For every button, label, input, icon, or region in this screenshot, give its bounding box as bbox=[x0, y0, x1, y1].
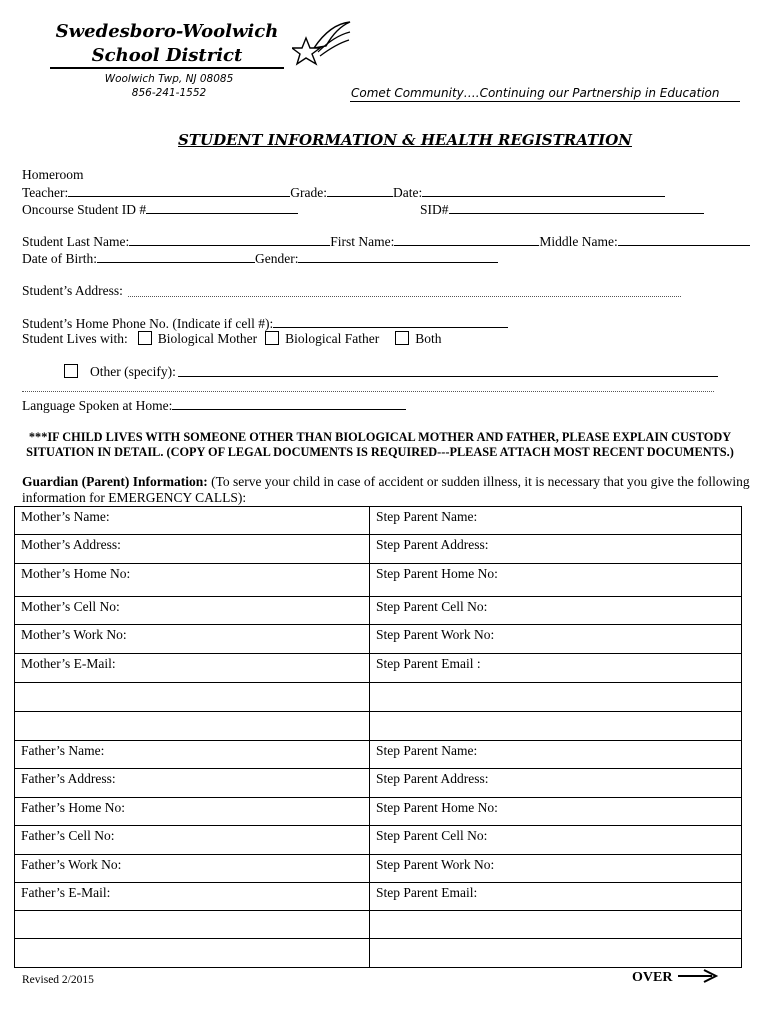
table-cell-left[interactable] bbox=[15, 911, 370, 939]
table-row bbox=[15, 507, 742, 535]
arrow-right-icon bbox=[678, 968, 720, 984]
guardian-table bbox=[14, 506, 742, 968]
table-row bbox=[15, 883, 742, 911]
district-address: Woolwich Twp, NJ 08085 bbox=[104, 73, 234, 85]
address-label: Student’s Address: bbox=[22, 283, 123, 298]
district-phone: 856-241-1552 bbox=[131, 87, 207, 99]
table-cell-right[interactable]: Step Parent Cell No: bbox=[370, 597, 742, 625]
both-label: Both bbox=[415, 331, 442, 346]
table-cell-right[interactable] bbox=[370, 683, 742, 712]
table-cell-left[interactable]: Mother’s Name: bbox=[15, 507, 370, 535]
table-cell-right[interactable]: Step Parent Email: bbox=[370, 883, 742, 911]
first-name-field[interactable] bbox=[394, 233, 539, 246]
table-row bbox=[15, 911, 742, 939]
table-row bbox=[15, 535, 742, 564]
table-cell-left[interactable]: Mother’s Cell No: bbox=[15, 597, 370, 625]
oncourse-id-label: Oncourse Student ID # bbox=[22, 202, 147, 217]
table-row bbox=[15, 564, 742, 597]
date-label: Date: bbox=[393, 185, 423, 200]
bio-father-checkbox[interactable] bbox=[265, 331, 279, 345]
middle-name-label: Middle Name: bbox=[539, 234, 618, 249]
teacher-label: Teacher: bbox=[22, 185, 69, 200]
table-cell-left[interactable] bbox=[15, 712, 370, 741]
table-cell-left[interactable]: Mother’s Work No: bbox=[15, 625, 370, 654]
sid-field[interactable] bbox=[449, 201, 704, 214]
table-row bbox=[15, 855, 742, 883]
address-field[interactable] bbox=[128, 296, 681, 297]
table-cell-right[interactable]: Step Parent Name: bbox=[370, 741, 742, 769]
home-phone-label: Student’s Home Phone No. (Indicate if cell #): bbox=[22, 316, 274, 331]
last-name-label: Student Last Name: bbox=[22, 234, 130, 249]
table-row bbox=[15, 826, 742, 855]
district-name-line2: School District bbox=[91, 45, 243, 66]
table-cell-left[interactable]: Mother’s Address: bbox=[15, 535, 370, 564]
table-row bbox=[15, 798, 742, 826]
language-field[interactable] bbox=[172, 397, 406, 410]
last-name-field[interactable] bbox=[129, 233, 330, 246]
header-rule bbox=[50, 67, 284, 69]
table-row bbox=[15, 625, 742, 654]
table-cell-right[interactable]: Step Parent Home No: bbox=[370, 798, 742, 826]
first-name-label: First Name: bbox=[330, 234, 395, 249]
table-cell-right[interactable]: Step Parent Work No: bbox=[370, 625, 742, 654]
table-cell-right[interactable]: Step Parent Cell No: bbox=[370, 826, 742, 855]
table-row bbox=[15, 597, 742, 625]
table-cell-right[interactable] bbox=[370, 939, 742, 968]
both-checkbox[interactable] bbox=[395, 331, 409, 345]
other-label: Other (specify): bbox=[90, 364, 176, 379]
sid-label: SID# bbox=[420, 202, 449, 217]
shooting-star-icon bbox=[292, 18, 354, 68]
table-row bbox=[15, 769, 742, 798]
dob-label: Date of Birth: bbox=[22, 251, 97, 266]
table-cell-left[interactable]: Mother’s Home No: bbox=[15, 564, 370, 597]
language-label: Language Spoken at Home: bbox=[22, 398, 173, 413]
bio-mother-label: Biological Mother bbox=[157, 331, 258, 346]
table-cell-right[interactable]: Step Parent Email : bbox=[370, 654, 742, 683]
table-cell-right[interactable] bbox=[370, 911, 742, 939]
other-checkbox[interactable] bbox=[64, 364, 78, 378]
other-field[interactable] bbox=[178, 376, 718, 377]
guardian-text: (To serve your child in case of accident or sudden illness, it is necessary that you give the following information for EMERGENCY CALLS): bbox=[22, 474, 750, 505]
table-cell-left[interactable] bbox=[15, 939, 370, 968]
table-cell-right[interactable]: Step Parent Work No: bbox=[370, 855, 742, 883]
table-cell-left[interactable] bbox=[15, 683, 370, 712]
gender-field[interactable] bbox=[298, 250, 498, 263]
table-cell-left[interactable]: Father’s Address: bbox=[15, 769, 370, 798]
guardian-heading: Guardian (Parent) Information: bbox=[22, 474, 208, 489]
table-cell-left[interactable]: Father’s Name: bbox=[15, 741, 370, 769]
custody-notice: ***IF CHILD LIVES WITH SOMEONE OTHER THAN BIOLOGICAL MOTHER AND FATHER, PLEASE EXPLAIN CUSTODY SITUATION IN DETAIL. (COPY OF LEGAL DOCUMENTS IS REQUIRED---PLEASE ATTACH MOST RECENT DOCUMENTS.) bbox=[26, 430, 734, 459]
table-cell-left[interactable]: Father’s Home No: bbox=[15, 798, 370, 826]
table-cell-left[interactable]: Father’s Work No: bbox=[15, 855, 370, 883]
table-row bbox=[15, 712, 742, 741]
homeroom-label: Homeroom bbox=[22, 167, 84, 182]
over-label: OVER bbox=[632, 970, 673, 985]
table-row bbox=[15, 683, 742, 712]
revised-date: Revised 2/2015 bbox=[22, 974, 94, 986]
table-cell-right[interactable]: Step Parent Home No: bbox=[370, 564, 742, 597]
table-cell-left[interactable]: Father’s Cell No: bbox=[15, 826, 370, 855]
grade-label: Grade: bbox=[290, 185, 328, 200]
motto: Comet Community….Continuing our Partnership in Education bbox=[351, 86, 720, 100]
table-cell-right[interactable]: Step Parent Address: bbox=[370, 535, 742, 564]
other-field-line2[interactable] bbox=[22, 391, 714, 392]
table-cell-right[interactable]: Step Parent Name: bbox=[370, 507, 742, 535]
home-phone-field[interactable] bbox=[273, 315, 508, 328]
table-cell-left[interactable]: Mother’s E-Mail: bbox=[15, 654, 370, 683]
table-cell-left[interactable]: Father’s E-Mail: bbox=[15, 883, 370, 911]
lives-with-label: Student Lives with: bbox=[22, 331, 128, 346]
table-row bbox=[15, 939, 742, 968]
table-row bbox=[15, 741, 742, 769]
guardian-intro bbox=[22, 474, 752, 506]
teacher-field[interactable] bbox=[68, 184, 290, 197]
middle-name-field[interactable] bbox=[618, 233, 750, 246]
date-field[interactable] bbox=[422, 184, 665, 197]
grade-field[interactable] bbox=[327, 184, 393, 197]
page-title: STUDENT INFORMATION & HEALTH REGISTRATION bbox=[178, 131, 632, 149]
gender-label: Gender: bbox=[254, 251, 299, 266]
bio-mother-checkbox[interactable] bbox=[138, 331, 152, 345]
table-row bbox=[15, 654, 742, 683]
district-name-line1: Swedesboro-Woolwich bbox=[55, 21, 279, 42]
dob-field[interactable] bbox=[97, 250, 255, 263]
table-cell-right[interactable] bbox=[370, 712, 742, 741]
bio-father-label: Biological Father bbox=[285, 331, 380, 346]
motto-underline bbox=[350, 101, 740, 102]
oncourse-id-field[interactable] bbox=[146, 201, 298, 214]
table-cell-right[interactable]: Step Parent Address: bbox=[370, 769, 742, 798]
